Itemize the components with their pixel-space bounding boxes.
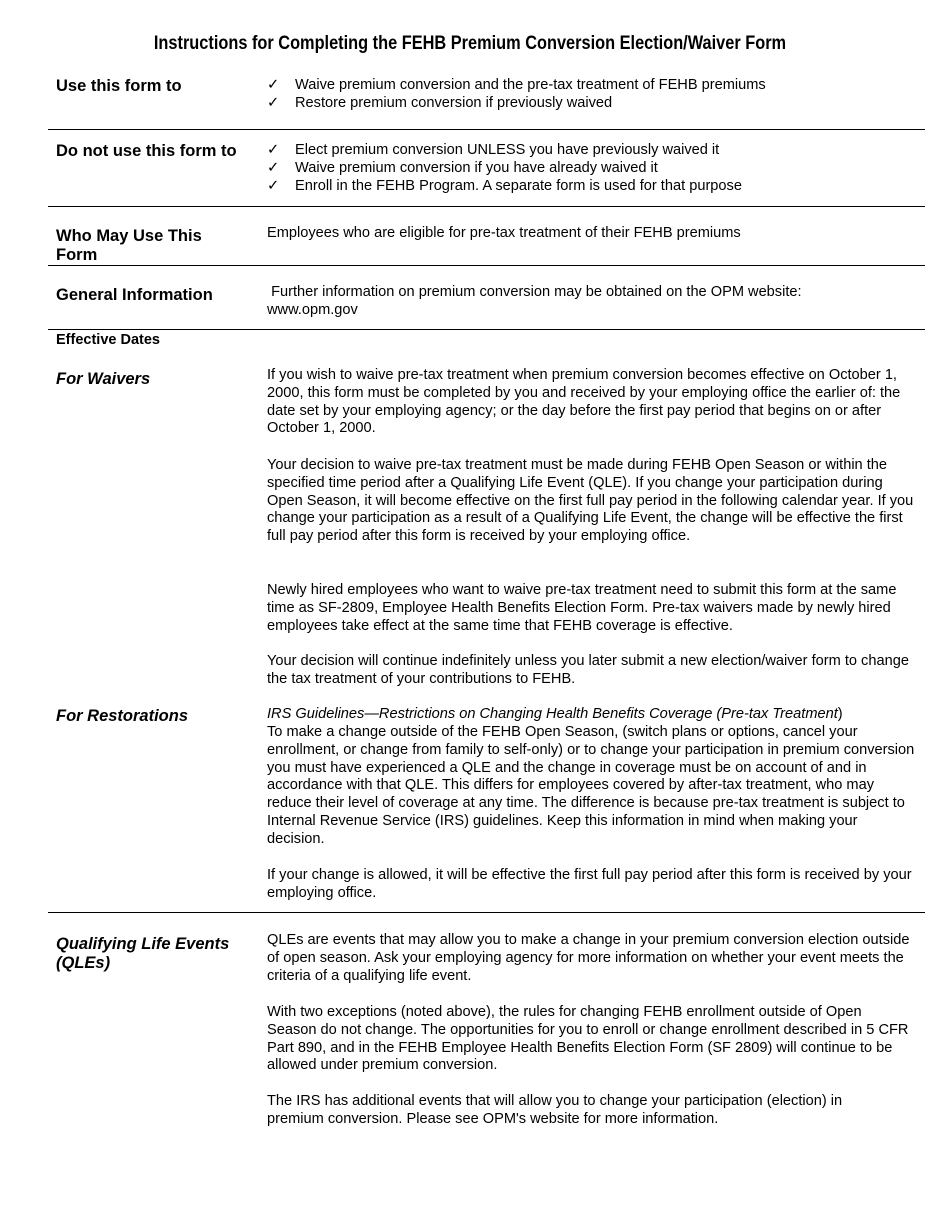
- waivers-paragraph-4: Your decision will continue indefinitely unless you later submit a new election/waiver form to change the tax treatment of your contributions to FEHB.: [267, 653, 909, 687]
- page-title: Instructions for Completing the FEHB Premium Conversion Election/Waiver Form: [153, 33, 787, 54]
- effective-dates-label: Effective Dates: [56, 332, 160, 348]
- list-item: ✓ Elect premium conversion UNLESS you have previously waived it: [267, 142, 720, 158]
- general-info-text: Further information on premium conversion may be obtained on the OPM website: www.opm.gov: [267, 284, 802, 318]
- check-icon: ✓: [267, 77, 280, 93]
- do-not-use-label: Do not use this form to: [56, 142, 237, 160]
- use-form-list: [267, 77, 915, 113]
- divider: [48, 329, 925, 330]
- waivers-paragraph-3: Newly hired employees who want to waive pre-tax treatment need to submit this form at the same time as SF-2809, Employee Health Benefits Election Form. Pre-tax waivers made by newly hired employees take effect at the same time that FEHB coverage is effective.: [267, 582, 897, 634]
- list-item: ✓ Enroll in the FEHB Program. A separate form is used for that purpose: [267, 177, 742, 194]
- check-icon: ✓: [267, 159, 280, 176]
- for-restorations-label: For Restorations: [56, 707, 189, 725]
- do-not-use-list: [267, 142, 915, 195]
- divider: [48, 206, 925, 207]
- check-icon: ✓: [267, 94, 280, 111]
- restorations-paragraph-2: If your change is allowed, it will be effective the first full pay period after this form is received by your employing office.: [267, 867, 912, 901]
- list-item: ✓ Waive premium conversion and the pre-tax treatment of FEHB premiums: [267, 77, 766, 93]
- use-form-label: Use this form to: [56, 77, 182, 95]
- general-info-label: General Information: [56, 286, 213, 304]
- qles-label: Qualifying Life Events (QLEs): [56, 935, 230, 972]
- waivers-paragraph-1: If you wish to waive pre-tax treatment when premium conversion becomes effective on October 1, 2000, this form must be completed by you and received by your employing office the earlier of: the date set by your employing agency; or the day before the first pay period that begins on or after October 1, 2000.: [267, 367, 901, 437]
- divider: [48, 265, 925, 266]
- divider: [48, 912, 925, 913]
- for-waivers-label: For Waivers: [56, 370, 151, 388]
- qles-paragraph-1: QLEs are events that may allow you to make a change in your premium conversion election outside of open season. Ask your employing agency for more information on whether your event meets the criteria of a qualifying life event.: [267, 932, 910, 984]
- restorations-heading: IRS Guidelines—Restrictions on Changing Health Benefits Coverage (Pre-tax Treatment): [267, 706, 843, 722]
- check-icon: ✓: [267, 142, 280, 158]
- who-may-use-text: Employees who are eligible for pre-tax treatment of their FEHB premiums: [267, 225, 741, 241]
- list-item: ✓ Restore premium conversion if previously waived: [267, 94, 613, 111]
- check-icon: ✓: [267, 177, 280, 194]
- qles-paragraph-2: With two exceptions (noted above), the rules for changing FEHB enrollment outside of Open Season do not change. The opportunities for you to enroll or change enrollment described in 5 CFR Part 890, and in the FEHB Employee Health Benefits Election Form (SF 2809) will continue to be allowed under premium conversion.: [267, 1004, 909, 1074]
- qles-paragraph-3: The IRS has additional events that will allow you to change your participation (election) in premium conversion. Please see OPM's website for more information.: [267, 1093, 843, 1127]
- waivers-paragraph-2: Your decision to waive pre-tax treatment must be made during FEHB Open Season or within the specified time period after a Qualifying Life Event (QLE). If you change your participation during Open Season, it will become effective on the first full pay period in the following calendar year. If you change your participation as a result of a Qualifying Life Event, the change will be effective the first full pay period after this form is received by your employing office.: [267, 457, 914, 545]
- restorations-paragraph-1: To make a change outside of the FEHB Open Season, (switch plans or options, cancel your enrollment, or change from family to self-only) or to change your participation in premium conversion you must have experienced a QLE and the change in coverage must be on account of and in accordance with that QLE. This differs for employees covered by after-tax treatment, who may reduce their level of coverage at any time. The difference is because pre-tax treatment is subject to Internal Revenue Service (IRS) guidelines. Keep this information in mind when making your decision.: [267, 724, 915, 847]
- list-item: ✓ Waive premium conversion if you have already waived it: [267, 159, 658, 176]
- divider: [48, 129, 925, 130]
- who-may-use-label: Who May Use This Form: [56, 227, 202, 264]
